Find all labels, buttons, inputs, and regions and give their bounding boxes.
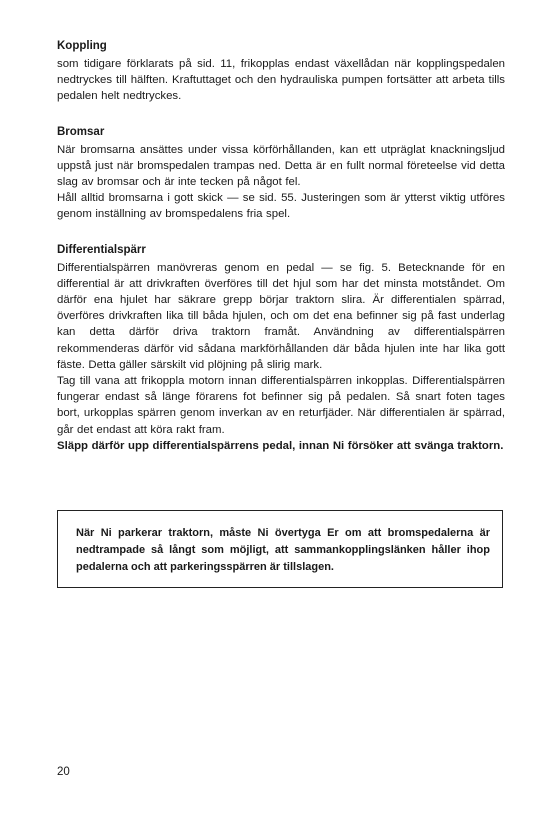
page-body bbox=[57, 38, 505, 473]
paragraph: Håll alltid bromsarna i gott skick — se sid. 55. Justeringen som är ytterst viktig utföres genom inställning av bromspedalens fria spel. bbox=[57, 192, 505, 221]
section-heading: Differentialspärr bbox=[57, 243, 146, 256]
section-differentialsparr bbox=[57, 242, 505, 454]
paragraph: När bromsarna ansättes under vissa körförhållanden, kan ett utpräglat knackningsljud uppstå just när bromspedalen trampas ned. Detta är en fullt normal företeelse vid detta slag av bromsar och är inte tecken på något fel. bbox=[57, 143, 505, 189]
section-heading: Koppling bbox=[57, 40, 107, 52]
paragraph: Tag till vana att frikoppla motorn innan differentialspärren inkopplas. Differentialspärren fungerar endast så länge förarens fot befinner sig på pedalen. Så snart foten tages bort, urkopplas spärren genom inverkan av en returfjäder. När differentialen är spärrad, går det endast att köra rakt fram. bbox=[57, 375, 505, 436]
warning-paragraph: Släpp därför upp differentialspärrens pedal, innan Ni försöker att svänga traktorn. bbox=[57, 439, 504, 452]
parking-notice-box bbox=[57, 510, 503, 588]
paragraph: Differentialspärren manövreras genom en pedal — se fig. 5. Betecknande för en differential är att drivkraften överföres till det hjul som har det minsta motståndet. Om därför ena hjulet har säkrare grepp börjar traktorn slira. Är differentialen spärrad, överföres drivkraften lika till båda hjulen, och om det ena befinner sig på fast underlag kan detta därför driva traktorn framåt. Användning av differentialspärren rekommenderas därför vid sådana markförhållanden där båda hjulen inte har lika gott fäste. Detta gäller särskilt vid plöjning på slirig mark. bbox=[57, 261, 505, 371]
section-koppling bbox=[57, 38, 505, 105]
page-number: 20 bbox=[57, 766, 70, 778]
section-bromsar bbox=[57, 124, 505, 223]
paragraph: som tidigare förklarats på sid. 11, frikopplas endast växellådan när kopplingspedalen nedtryckes till hälften. Kraftuttaget och den hydrauliska pumpen fortsätter att arbeta tills pedalen helt nedtryckes. bbox=[57, 58, 505, 103]
notice-text: När Ni parkerar traktorn, måste Ni övertyga Er om att bromspedalerna är nedtrampade så långt som möjligt, att sammankopplingslänken håller ihop pedalerna och att parkeringsspärren är tillslagen. bbox=[76, 527, 490, 573]
section-heading: Bromsar bbox=[57, 125, 105, 138]
